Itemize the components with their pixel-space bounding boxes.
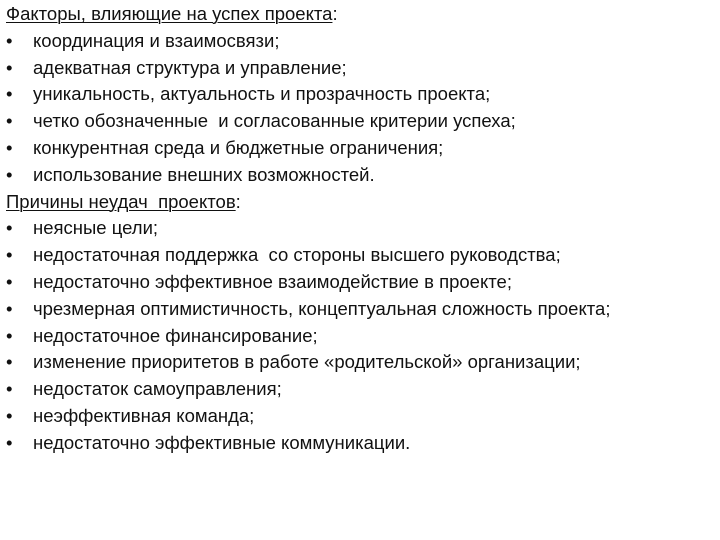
- failure-cause-text: неясные цели;: [33, 217, 159, 239]
- bullet-icon: •: [6, 404, 13, 426]
- failure-cause-item: [6, 215, 714, 242]
- success-factors-heading-text: Факторы, влияющие на успех проекта: [6, 3, 333, 24]
- failure-causes-heading: [6, 189, 714, 216]
- failure-cause-text: неэффективная команда;: [33, 404, 255, 426]
- bullet-icon: •: [6, 83, 13, 105]
- success-factors-heading: [6, 1, 714, 28]
- success-factors-heading-colon: :: [332, 3, 338, 24]
- success-factor-item: [6, 81, 714, 108]
- success-factor-text: адекватная структура и управление;: [33, 56, 347, 78]
- failure-causes-section: [6, 189, 714, 457]
- success-factor-text: конкурентная среда и бюджетные ограничения;: [33, 136, 444, 158]
- failure-cause-item: [6, 403, 714, 430]
- bullet-icon: •: [6, 110, 13, 132]
- failure-cause-text: чрезмерная оптимистичность, концептуальная сложность проекта;: [33, 297, 611, 319]
- failure-cause-item: [6, 323, 714, 350]
- failure-cause-item: [6, 376, 714, 403]
- bullet-icon: •: [6, 297, 13, 319]
- success-factor-text: уникальность, актуальность и прозрачность проекта;: [33, 83, 491, 105]
- bullet-icon: •: [6, 56, 13, 78]
- failure-cause-text: изменение приоритетов в работе «родительской» организации;: [33, 351, 581, 373]
- bullet-icon: •: [6, 431, 13, 453]
- failure-cause-text: недостаточная поддержка со стороны высшего руководства;: [33, 244, 561, 266]
- bullet-icon: •: [6, 136, 13, 158]
- failure-cause-item: [6, 349, 714, 376]
- success-factor-text: четко обозначенные и согласованные критерии успеха;: [33, 110, 516, 132]
- failure-causes-heading-colon: :: [235, 190, 241, 212]
- bullet-icon: •: [6, 270, 13, 292]
- success-factor-item: [6, 108, 714, 135]
- failure-cause-text: недостаточное финансирование;: [33, 324, 318, 346]
- bullet-icon: •: [6, 351, 13, 373]
- success-factor-item: [6, 162, 714, 189]
- failure-cause-item: [6, 430, 714, 457]
- failure-cause-item: [6, 296, 714, 323]
- success-factor-item: [6, 55, 714, 82]
- success-factor-text: использование внешних возможностей.: [33, 163, 375, 185]
- slide-content: [6, 1, 714, 457]
- failure-cause-item: [6, 242, 714, 269]
- success-factor-text: координация и взаимосвязи;: [33, 29, 280, 51]
- failure-cause-text: недостаточно эффективные коммуникации.: [33, 431, 411, 453]
- success-factor-item: [6, 135, 714, 162]
- success-factor-item: [6, 28, 714, 55]
- bullet-icon: •: [6, 244, 13, 266]
- bullet-icon: •: [6, 324, 13, 346]
- failure-causes-heading-text: Причины неудач проектов: [6, 190, 236, 212]
- bullet-icon: •: [6, 163, 13, 185]
- bullet-icon: •: [6, 378, 13, 400]
- success-factors-section: [6, 1, 714, 189]
- bullet-icon: •: [6, 29, 13, 51]
- bullet-icon: •: [6, 217, 13, 239]
- failure-cause-text: недостаток самоуправления;: [33, 378, 282, 400]
- failure-cause-text: недостаточно эффективное взаимодействие в проекте;: [33, 270, 512, 292]
- failure-cause-item: [6, 269, 714, 296]
